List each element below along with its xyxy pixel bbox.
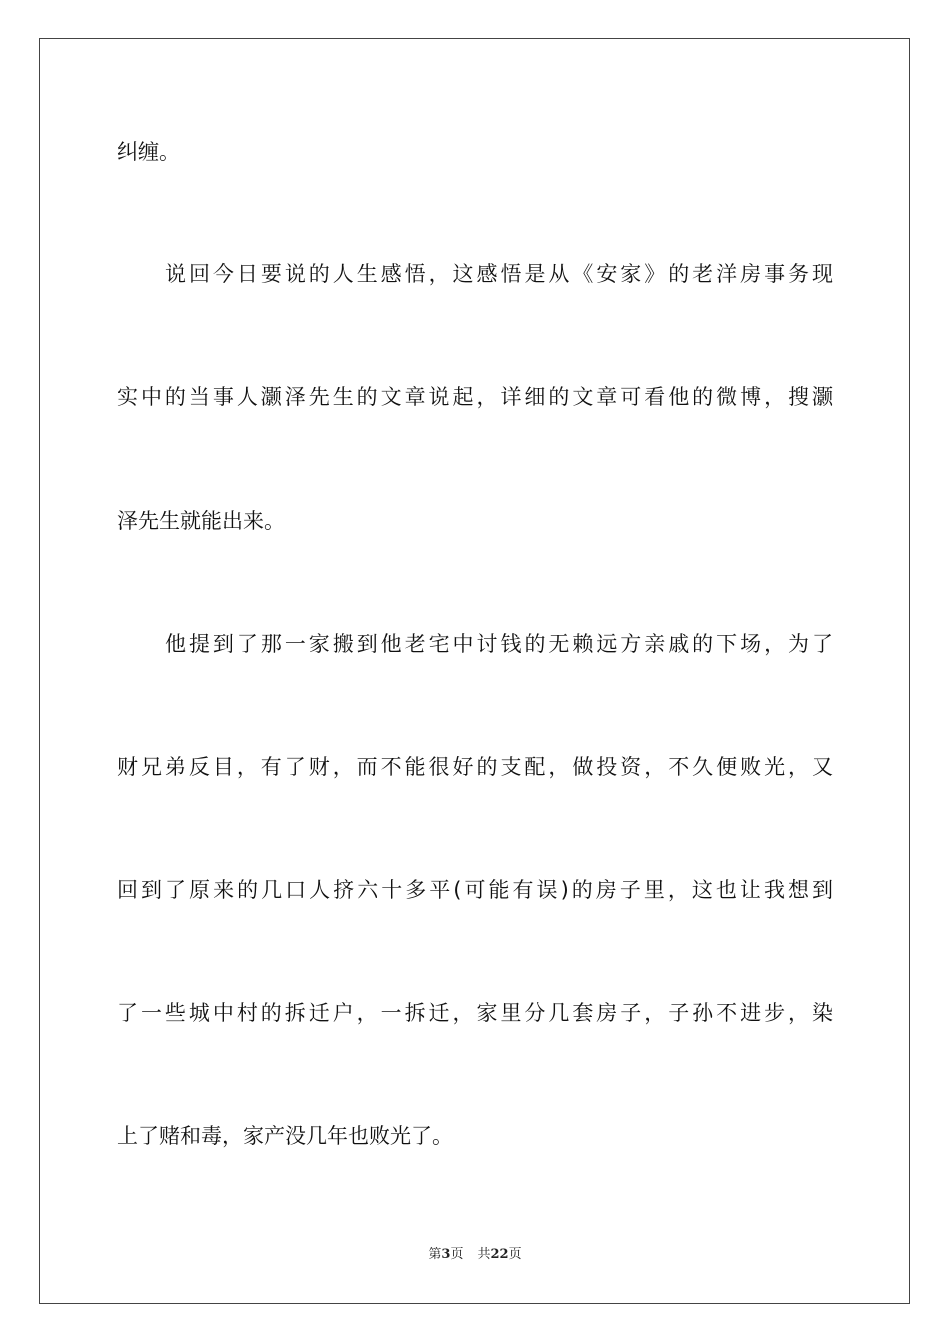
text-line-9: 上了赌和毒，家产没几年也败光了。 xyxy=(117,1124,453,1148)
text-line-7: 回到了原来的几口人挤六十多平(可能有误)的房子里，这也让我想到 xyxy=(117,878,833,902)
page-footer xyxy=(0,1246,950,1264)
total-pages-number: 22 xyxy=(490,1247,509,1262)
text-line-6: 财兄弟反目，有了财，而不能很好的支配，做投资，不久便败光，又 xyxy=(117,755,833,779)
text-line-8: 了一些城中村的拆迁户，一拆迁，家里分几套房子，子孙不进步，染 xyxy=(117,1001,833,1025)
footer-total-unit: 页 xyxy=(508,1247,522,1262)
text-line-1: 纠缠。 xyxy=(117,140,180,164)
page-frame xyxy=(39,38,910,1304)
text-line-4: 泽先生就能出来。 xyxy=(117,509,285,533)
current-page-number: 3 xyxy=(441,1247,451,1262)
text-line-3: 实中的当事人灏泽先生的文章说起，详细的文章可看他的微博，搜灏 xyxy=(117,385,833,409)
footer-total-prefix: 共 xyxy=(477,1247,491,1262)
footer-prefix: 第 xyxy=(428,1247,442,1262)
footer-page-unit: 页 xyxy=(450,1247,464,1262)
text-line-2: 说回今日要说的人生感悟，这感悟是从《安家》的老洋房事务现 xyxy=(165,262,833,286)
text-line-5: 他提到了那一家搬到他老宅中讨钱的无赖远方亲戚的下场，为了 xyxy=(165,632,833,656)
